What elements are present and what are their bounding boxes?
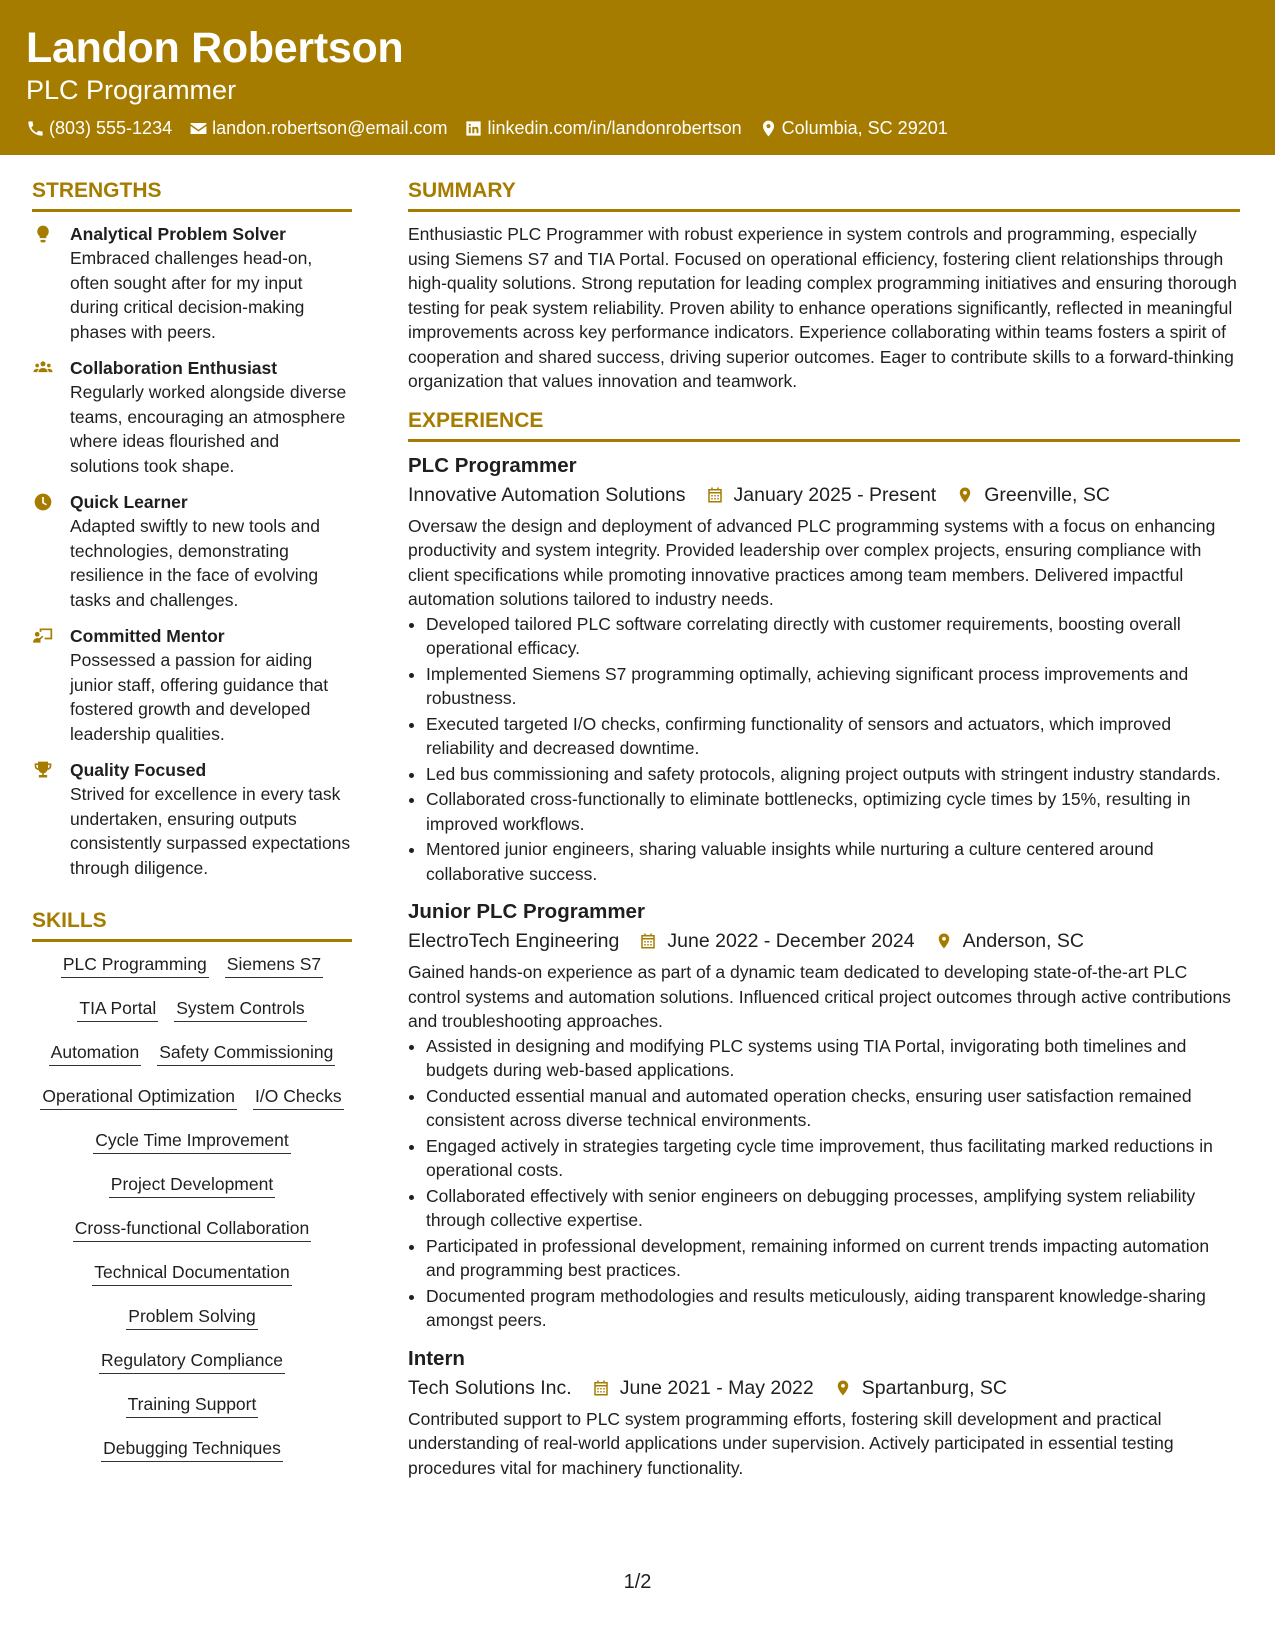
skill-tag: Operational Optimization <box>40 1084 237 1110</box>
job-company: Innovative Automation Solutions <box>408 483 686 506</box>
strength-desc: Embraced challenges head-on, often sought after for my input during critical decision-making phases with peers. <box>70 248 313 342</box>
contact-location <box>759 115 948 141</box>
job-bullet: • Developed tailored PLC software correlating directly with customer requirements, boosting overall operational efficacy. <box>426 612 1240 661</box>
strength-title: Committed Mentor <box>70 626 225 646</box>
lightbulb-icon <box>32 224 54 244</box>
job-location: Anderson, SC <box>962 930 1084 952</box>
calendar-icon <box>592 1378 610 1398</box>
map-marker-icon <box>935 931 953 951</box>
skill-tag: I/O Checks <box>253 1084 344 1110</box>
job-location: Spartanburg, SC <box>861 1376 1008 1399</box>
job-dates: June 2021 - May 2022 <box>619 1376 814 1399</box>
right-column <box>408 176 1240 1492</box>
strength-item <box>32 222 352 344</box>
skill-tag: System Controls <box>174 996 306 1022</box>
contact-linkedin[interactable] <box>464 115 741 141</box>
job-title: Intern <box>408 1346 465 1370</box>
contact-email[interactable] <box>189 115 447 141</box>
skill-tag: Regulatory Compliance <box>99 1348 285 1374</box>
skill-tag: TIA Portal <box>77 996 158 1022</box>
calendar-icon <box>639 931 657 951</box>
job-bullets <box>408 612 1240 887</box>
candidate-name: Landon Robertson <box>26 24 404 72</box>
job-bullet: • Executed targeted I/O checks, confirming functionality of sensors and actuators, which improved reliability and decreased downtime. <box>426 712 1240 761</box>
summary-heading: SUMMARY <box>408 176 1240 212</box>
map-marker-icon <box>759 119 778 138</box>
clock-icon <box>32 492 54 512</box>
skill-tag: Cycle Time Improvement <box>93 1128 291 1154</box>
chalkboard-teacher-icon <box>32 626 54 646</box>
job-company: Tech Solutions Inc. <box>408 1376 572 1399</box>
strength-desc: Adapted swiftly to new tools and technologies, demonstrating resilience in the face of evolving tasks and challenges. <box>70 516 321 610</box>
strength-title: Collaboration Enthusiast <box>70 358 278 378</box>
page-number: 1/2 <box>623 1571 652 1593</box>
skills-heading: SKILLS <box>32 906 352 942</box>
job-bullet: • Conducted essential manual and automated operation checks, ensuring user satisfaction remained consistent across diverse technical environments. <box>426 1084 1240 1133</box>
job-dates: June 2022 - December 2024 <box>667 930 915 952</box>
job-entry <box>408 1345 1240 1481</box>
summary-text: Enthusiastic PLC Programmer with robust experience in system controls and programming, especially using Siemens S7 and TIA Portal. Focused on operational efficiency, fostering client relationships through high-quality solutions. Strong reputation for leading complex programming initiatives and ensuring thorough testing for peak system reliability. Proven ability to enhance operations significantly, reflected in meaningful improvements across key performance indicators. Experience collaborating within teams fosters a spirit of cooperation and shared success, driving superior outcomes. Eager to contribute skills to a forward-thinking organization that values innovation and teamwork. <box>408 224 1237 391</box>
skill-tag: Siemens S7 <box>225 952 323 978</box>
skill-tag: Debugging Techniques <box>101 1436 283 1462</box>
job-bullet: • Implemented Siemens S7 programming optimally, achieving significant process improvements and robustness. <box>426 662 1240 711</box>
strength-title: Analytical Problem Solver <box>70 224 286 244</box>
job-description: Contributed support to PLC system programming efforts, fostering skill development and practical understanding of real-world applications under supervision. Actively participated in essential testing procedures vital for machinery functionality. <box>408 1408 1174 1478</box>
job-bullet: • Mentored junior engineers, sharing valuable insights while nurturing a culture centered around collaborative success. <box>426 837 1240 886</box>
job-bullet: • Collaborated effectively with senior engineers on debugging processes, amplifying system reliability through collective expertise. <box>426 1184 1240 1233</box>
users-icon <box>32 358 54 378</box>
contact-bar <box>26 115 965 141</box>
trophy-icon <box>32 760 54 780</box>
contact-location-text: Columbia, SC 29201 <box>781 118 948 138</box>
experience-list <box>408 452 1240 1481</box>
job-bullet: • Led bus commissioning and safety protocols, aligning project outputs with stringent industry standards. <box>426 762 1240 787</box>
candidate-role: PLC Programmer <box>26 75 237 105</box>
contact-linkedin-text: linkedin.com/in/landonrobertson <box>487 118 742 138</box>
skills-list <box>32 952 352 1480</box>
linkedin-icon <box>464 119 483 138</box>
contact-email-text: landon.robertson@email.com <box>212 118 448 138</box>
map-marker-icon <box>956 485 974 505</box>
calendar-icon <box>706 485 724 505</box>
envelope-icon <box>189 119 208 138</box>
experience-heading: EXPERIENCE <box>408 406 1240 442</box>
job-meta <box>408 926 1240 956</box>
skill-tag: Technical Documentation <box>92 1260 292 1286</box>
contact-phone[interactable] <box>26 115 172 141</box>
strength-desc: Possessed a passion for aiding junior staff, offering guidance that fostered growth and developed leadership qualities. <box>70 650 329 744</box>
skill-tag: Automation <box>49 1040 142 1066</box>
map-marker-icon <box>834 1378 852 1398</box>
strength-item <box>32 624 352 746</box>
job-meta <box>408 480 1240 510</box>
skill-tag: PLC Programming <box>61 952 209 978</box>
strength-item <box>32 490 352 612</box>
strength-desc: Strived for excellence in every task undertaken, ensuring outputs consistently surpassed expectations through diligence. <box>70 784 351 878</box>
strengths-heading: STRENGTHS <box>32 176 352 212</box>
left-column <box>32 176 352 1480</box>
job-description: Gained hands-on experience as part of a dynamic team dedicated to developing state-of-the-art PLC control systems and automation solutions. Influenced critical project outcomes through active contributions and troubleshooting approaches. <box>408 962 1231 1031</box>
strength-title: Quick Learner <box>70 492 188 512</box>
job-dates: January 2025 - Present <box>733 483 937 506</box>
job-location: Greenville, SC <box>984 483 1110 506</box>
job-title: PLC Programmer <box>408 453 577 477</box>
resume-header <box>0 0 1275 155</box>
skill-tag: Problem Solving <box>126 1304 257 1330</box>
job-bullets <box>408 1034 1240 1333</box>
job-bullet: • Engaged actively in strategies targeting cycle time improvement, thus facilitating marked reductions in operational costs. <box>426 1134 1240 1183</box>
skill-tag: Safety Commissioning <box>157 1040 335 1066</box>
contact-phone-text: (803) 555-1234 <box>49 118 173 138</box>
job-bullet: • Collaborated cross-functionally to eliminate bottlenecks, optimizing cycle times by 15%, resulting in improved workflows. <box>426 787 1240 836</box>
strength-title: Quality Focused <box>70 760 207 780</box>
job-description: Oversaw the design and deployment of advanced PLC programming systems with a focus on enhancing productivity and system integrity. Provided leadership over complex projects, ensuring compliance with client specifications while promoting innovative practices among team members. Delivered impactful automation solutions tailored to industry needs. <box>408 515 1216 609</box>
job-bullet: • Assisted in designing and modifying PLC systems using TIA Portal, invigorating both timelines and budgets during web-based applications. <box>426 1034 1240 1083</box>
job-entry <box>408 452 1240 887</box>
skill-tag: Cross-functional Collaboration <box>73 1216 311 1242</box>
phone-icon <box>26 119 45 138</box>
job-company: ElectroTech Engineering <box>408 930 620 952</box>
job-entry <box>408 898 1240 1333</box>
skill-tag: Project Development <box>109 1172 275 1198</box>
job-title: Junior PLC Programmer <box>408 900 645 923</box>
skill-tag: Training Support <box>126 1392 259 1418</box>
strength-item <box>32 356 352 478</box>
strength-desc: Regularly worked alongside diverse teams, encouraging an atmosphere where ideas flourished and solutions took shape. <box>70 382 347 476</box>
job-bullet: • Participated in professional development, remaining informed on current trends impacting automation and programming best practices. <box>426 1234 1240 1283</box>
job-bullet: • Documented program methodologies and results meticulously, aiding transparent knowledge-sharing amongst peers. <box>426 1284 1240 1333</box>
job-meta <box>408 1373 1240 1403</box>
strength-item <box>32 758 352 880</box>
